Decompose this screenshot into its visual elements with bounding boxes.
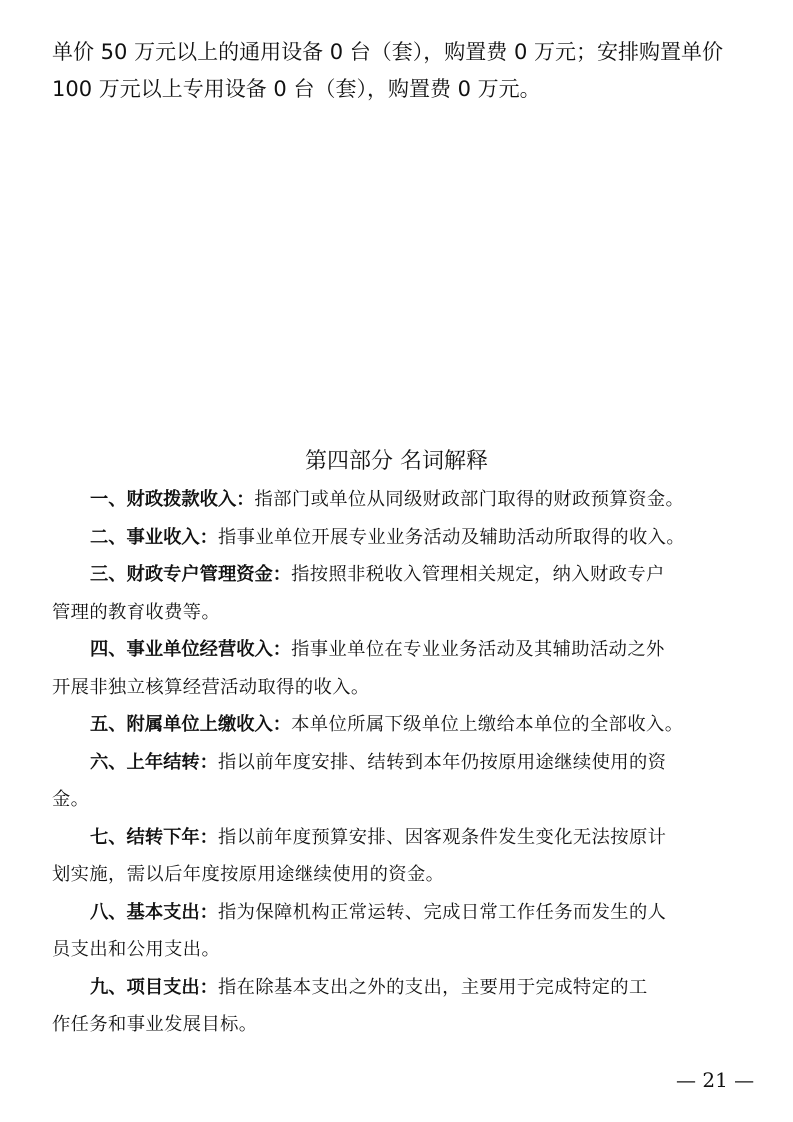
term-definition: 指以前年度安排、结转到本年仍按原用途继续使用的资: [217, 751, 667, 773]
term-definition-continued: 员支出和公用支出。: [52, 939, 221, 960]
term-first-line: [52, 744, 752, 782]
term-definition: 指为保障机构正常运转、完成日常工作任务而发生的人: [217, 901, 667, 923]
term-first-line: [52, 894, 752, 932]
term-definition: 指以前年度预算安排、因客观条件发生变化无法按原计: [217, 826, 667, 848]
term-name: 五、附属单位上缴收入：: [90, 714, 292, 735]
term-first-line: [52, 706, 752, 744]
term-definition: 指在除基本支出之外的支出，主要用于完成特定的工: [217, 976, 648, 998]
term-name: 四、事业单位经营收入：: [90, 639, 292, 660]
term-first-line: [52, 969, 752, 1007]
equipment-purchase-paragraph: [52, 34, 752, 108]
term-first-line: [52, 556, 752, 594]
term-first-line: [52, 481, 752, 519]
term-definition-continued: 作任务和事业发展目标。: [52, 1014, 258, 1035]
glossary-item-special-account-funds: [52, 556, 752, 631]
term-name: 三、财政专户管理资金：: [90, 564, 292, 585]
page-number: — 21 —: [676, 1068, 755, 1092]
term-definition: 指部门或单位从同级财政部门取得的财政预算资金。: [254, 489, 685, 510]
paragraph-line: 单价 50 万元以上的通用设备 0 台（套），购置费 0 万元；安排购置单价: [52, 40, 723, 64]
term-definition-continued: 划实施，需以后年度按原用途继续使用的资金。: [52, 864, 445, 885]
term-definition: 本单位所属下级单位上缴给本单位的全部收入。: [291, 714, 684, 735]
term-name: 九、项目支出：: [90, 976, 218, 998]
glossary-item-prior-year-carryover: [52, 744, 752, 819]
glossary-item-operating-income: [52, 631, 752, 706]
term-definition-continued: 管理的教育收费等。: [52, 601, 221, 623]
glossary-item-basic-expenditure: [52, 894, 752, 969]
term-definition: 指事业单位开展专业业务活动及辅助活动所取得的收入。: [217, 526, 685, 548]
term-definition: 指事业单位在专业业务活动及其辅助活动之外: [291, 639, 665, 660]
term-definition-continued: 开展非独立核算经营活动取得的收入。: [52, 676, 370, 698]
term-first-line: [52, 631, 752, 669]
glossary-item-subsidiary-remittance-income: [52, 706, 752, 744]
paragraph-line: 100 万元以上专用设备 0 台（套），购置费 0 万元。: [52, 77, 541, 101]
term-name: 六、上年结转：: [90, 751, 218, 773]
glossary-item-carryover-to-next-year: [52, 819, 752, 894]
term-definition-continued: 金。: [52, 789, 90, 810]
term-name: 一、财政拨款收入：: [90, 489, 255, 510]
glossary-item-fiscal-appropriation-income: [52, 481, 752, 519]
glossary-item-public-institution-income: [52, 519, 752, 557]
glossary-item-project-expenditure: [52, 969, 752, 1044]
term-name: 八、基本支出：: [90, 901, 218, 923]
term-name: 七、结转下年：: [90, 826, 218, 848]
section-title: 第四部分 名词解释: [305, 449, 488, 474]
term-first-line: [52, 819, 752, 857]
glossary-list: [52, 481, 752, 1044]
term-name: 二、事业收入：: [90, 526, 218, 548]
term-definition: 指按照非税收入管理相关规定，纳入财政专户: [291, 564, 665, 585]
term-first-line: [52, 519, 752, 557]
